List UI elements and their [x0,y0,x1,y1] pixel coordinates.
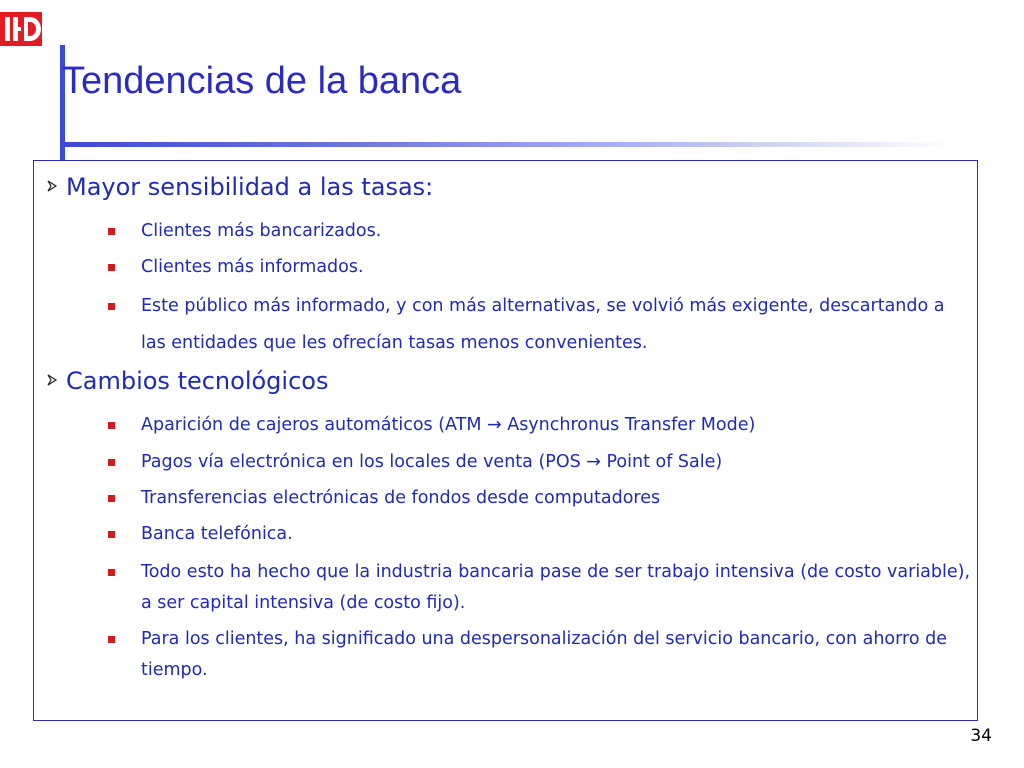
arrow-bullet-icon [46,374,58,386]
list-item: Este público más informado, y con más alternativas, se volvió más exigente, descartando a las entidades que les ofrecían tasas menos convenientes. [141,288,971,362]
section-heading [66,173,433,201]
section-heading-text: Mayor sensibilidad a las tasas: [66,173,434,201]
arrow-bullet-icon [46,180,58,192]
list-item: Todo esto ha hecho que la industria bancaria pase de ser trabajo intensiva (de costo variable), a ser capital intensiva (de costo fijo). [141,557,971,619]
list-item: Pagos vía electrónica en los locales de venta (POS → Point of Sale) [141,447,971,478]
page-number: 34 [970,726,992,746]
square-bullet-icon [108,228,115,235]
list-item: Aparición de cajeros automáticos (ATM → Asynchronus Transfer Mode) [141,410,971,441]
square-bullet-icon [108,569,115,576]
square-bullet-icon [108,459,115,466]
logo-icon [0,12,42,46]
square-bullet-icon [108,531,115,538]
section-heading [66,367,328,395]
square-bullet-icon [108,264,115,271]
list-item: Para los clientes, ha significado una despersonalización del servicio bancario, con ahorro de tiempo. [141,624,971,686]
square-bullet-icon [108,495,115,502]
list-item: Banca telefónica. [141,519,971,550]
square-bullet-icon [108,636,115,643]
list-item: Transferencias electrónicas de fondos desde computadores [141,483,971,514]
section-heading-text: Cambios tecnológicos [66,367,329,395]
title-underline [63,142,953,147]
square-bullet-icon [108,303,115,310]
list-item: Clientes más bancarizados. [141,216,971,247]
square-bullet-icon [108,422,115,429]
content-box [33,160,978,721]
list-item: Clientes más informados. [141,252,971,283]
slide-title: Tendencias de la banca [62,60,462,102]
